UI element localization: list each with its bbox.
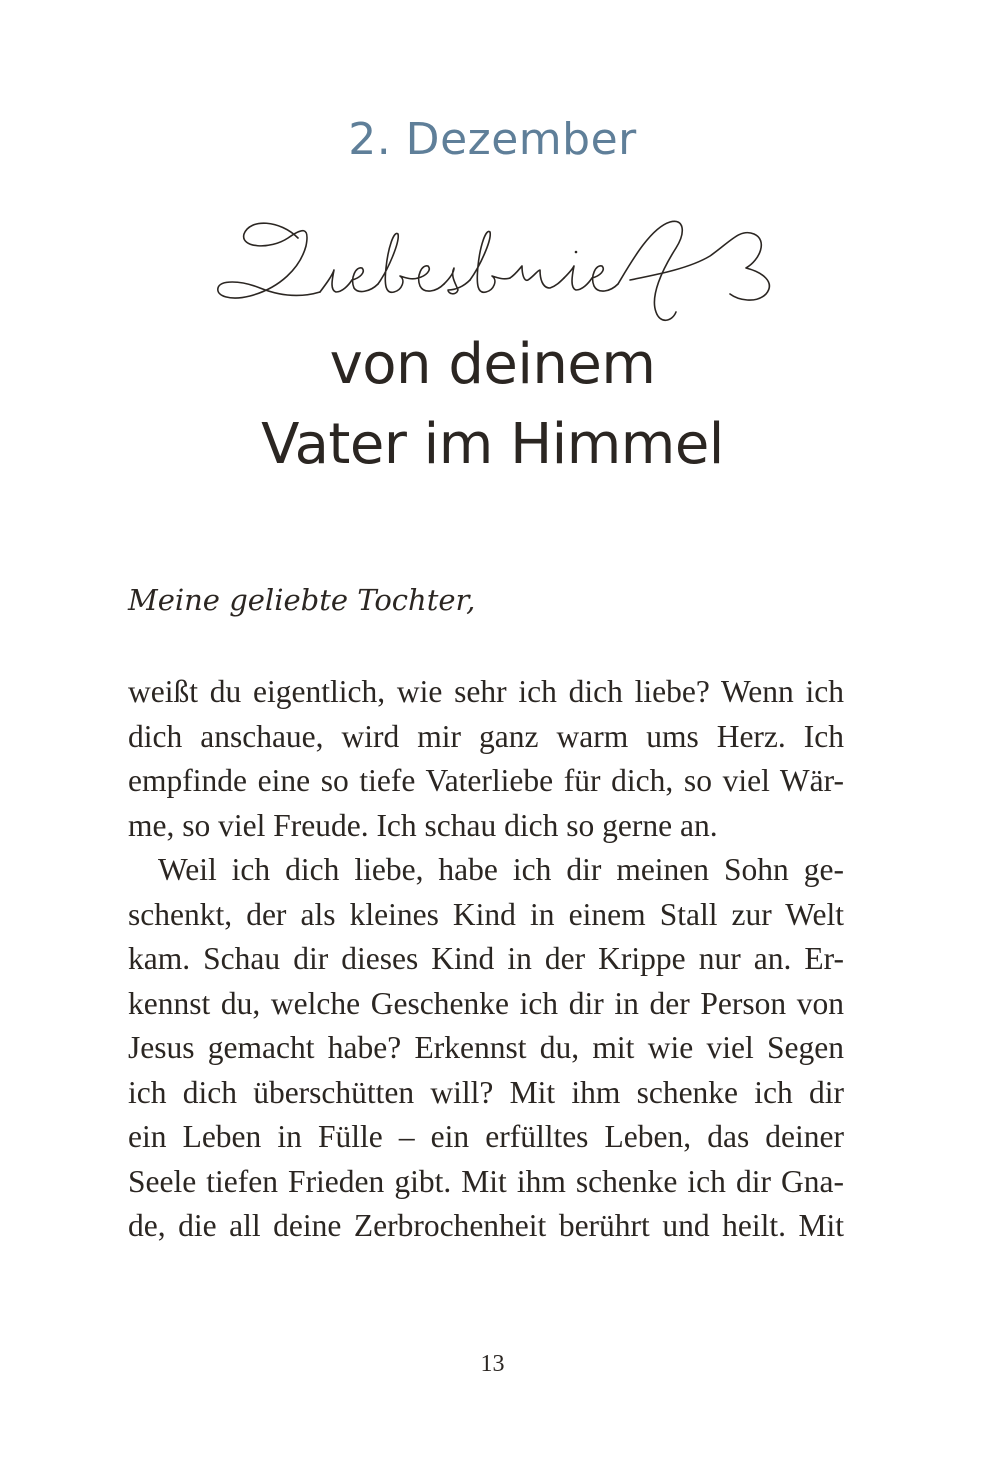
paragraph-1-line: me, so viel Freude. Ich schau dich so gerne an. (128, 807, 718, 843)
paragraph-2-line: Seele tiefen Frieden gibt. Mit ihm schenke ich dir Gna- (128, 1163, 844, 1199)
letter-body (128, 670, 844, 1249)
paragraph-2-line: Jesus gemacht habe? Erkennst du, mit wie viel Segen (128, 1030, 844, 1065)
script-word-liebesbrief (210, 208, 780, 333)
page-number: 13 (480, 1351, 505, 1377)
date-heading: 2. Dezember (348, 114, 637, 165)
paragraph-1-line: empfinde eine so tiefe Vaterliebe für dich, so viel Wär- (128, 763, 844, 798)
title-line-2: Vater im Himmel (261, 412, 724, 477)
paragraph-2-line: de, die all deine Zerbrochenheit berührt und heilt. Mit (128, 1208, 844, 1243)
paragraph-1-line: dich anschaue, wird mir ganz warm ums Herz. Ich (128, 718, 844, 754)
paragraph-2-line: kennst du, welche Geschenke ich dir in der Person von (128, 985, 844, 1021)
letter-salutation: Meine geliebte Tochter, (128, 583, 476, 617)
paragraph-2-line: ein Leben in Fülle – ein erfülltes Leben, das deiner (128, 1119, 844, 1154)
paragraph-2-line: ich dich überschütten will? Mit ihm schenke ich dir (128, 1074, 844, 1110)
paragraph-2-line: Weil ich dich liebe, habe ich dir meinen Sohn ge- (158, 852, 844, 887)
paragraph-2-line: schenkt, der als kleines Kind in einem Stall zur Welt (128, 896, 844, 932)
title-line-1: von deinem (329, 332, 656, 397)
paragraph-1-line: weißt du eigentlich, wie sehr ich dich liebe? Wenn ich (128, 674, 844, 709)
paragraph-2-line: kam. Schau dir dieses Kind in der Krippe nur an. Er- (128, 941, 844, 976)
